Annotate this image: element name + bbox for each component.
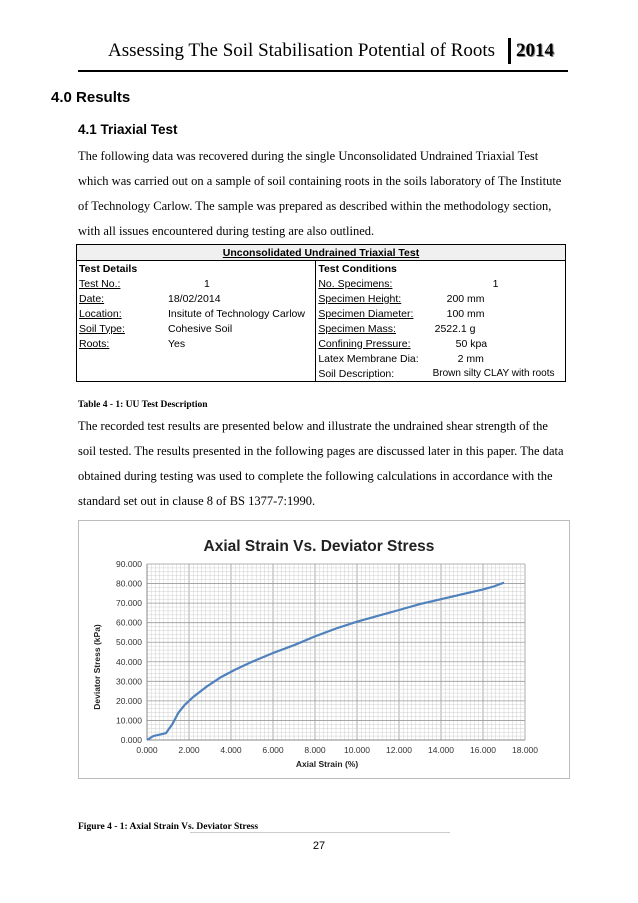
condition-value: 2 mm [431, 351, 566, 366]
detail-value: 18/02/2014 [166, 291, 316, 306]
test-description-table [76, 244, 566, 382]
header-title: Assessing The Soil Stabilisation Potential of Roots [108, 40, 496, 61]
detail-value: Cohesive Soil [166, 321, 316, 336]
figure-caption: Figure 4 - 1: Axial Strain Vs. Deviator Stress [78, 822, 259, 832]
detail-value: 1 [166, 276, 316, 291]
y-tick-label: 70.000 [116, 598, 142, 609]
y-tick-label: 10.000 [116, 715, 142, 726]
condition-value: 100 mm [431, 306, 566, 321]
y-tick-label: 40.000 [116, 656, 142, 667]
condition-label: Specimen Diameter: [318, 307, 414, 320]
y-axis-label: Deviator Stress (kPa) [92, 624, 102, 710]
x-tick-label: 0.000 [136, 745, 158, 755]
detail-label: Test No.: [77, 276, 166, 291]
x-tick-label: 14.000 [428, 745, 454, 755]
x-tick-label: 16.000 [470, 745, 496, 755]
chart-title: Axial Strain Vs. Deviator Stress [203, 538, 435, 555]
x-tick-label: 8.000 [304, 745, 326, 755]
intro-paragraph: The following data was recovered during the single Unconsolidated Undrained Triaxial Test which was carried out on a sample of soil containing roots in the soils laboratory of The Institute of Technology Carlow. The sample was prepared as described within the methodology section, with all issues encountered during testing are also outlined. [78, 149, 562, 238]
results-paragraph: The recorded test results are presented below and illustrate the undrained shear strength of the soil tested. The results presented in the following pages are discussed later in this paper. The data obtained during testing was used to complete the following calculations in accordance with the standard set out in clause 8 of BS 1377-7:1990. [78, 419, 564, 508]
y-tick-label: 60.000 [116, 617, 142, 628]
detail-label: Roots: [77, 336, 166, 351]
condition-value: 1 [431, 276, 566, 291]
table-caption: Table 4 - 1: UU Test Description [78, 400, 208, 410]
x-tick-label: 18.000 [512, 745, 538, 755]
header-rule [78, 70, 568, 72]
stress-strain-chart [79, 521, 569, 778]
condition-label: Confining Pressure: [318, 337, 411, 350]
detail-label: Soil Type: [77, 321, 166, 336]
y-tick-label: 0.000 [120, 735, 142, 745]
footer-rule [190, 832, 450, 833]
condition-value: 200 mm [431, 291, 566, 306]
y-tick-label: 80.000 [116, 578, 142, 589]
chart-container [78, 520, 570, 779]
page-number: 27 [312, 840, 326, 852]
y-tick-label: 20.000 [116, 695, 142, 706]
y-tick-label: 90.000 [116, 559, 142, 569]
condition-label: Soil Description: [316, 366, 431, 382]
y-tick-label: 50.000 [116, 637, 142, 648]
x-tick-label: 10.000 [344, 745, 370, 755]
detail-value: Yes [166, 336, 316, 351]
condition-label: Specimen Height: [318, 292, 402, 305]
condition-label: No. Specimens: [318, 277, 393, 290]
section-heading: 4.0 Results [51, 89, 131, 106]
header-year: 2014 [508, 38, 559, 64]
conditions-heading: Test Conditions [318, 262, 397, 275]
detail-label: Location: [77, 306, 166, 321]
x-tick-label: 2.000 [178, 745, 200, 755]
x-tick-label: 12.000 [386, 745, 412, 755]
condition-label: Latex Membrane Dia: [318, 352, 419, 365]
x-axis-label: Axial Strain (%) [295, 759, 359, 769]
condition-label: Specimen Mass: [318, 322, 396, 335]
details-heading: Test Details [77, 261, 166, 277]
condition-value: 2522.1 g [431, 321, 566, 336]
condition-value: 50 kpa [431, 336, 566, 351]
x-tick-label: 6.000 [262, 745, 284, 755]
x-tick-label: 4.000 [220, 745, 242, 755]
table-title: Unconsolidated Undrained Triaxial Test [77, 245, 566, 261]
condition-value: Brown silty CLAY with roots [431, 366, 566, 382]
subsection-heading: 4.1 Triaxial Test [78, 122, 178, 137]
detail-value: Insitute of Technology Carlow [166, 306, 316, 321]
y-tick-label: 30.000 [116, 676, 142, 687]
detail-label: Date: [77, 291, 166, 306]
